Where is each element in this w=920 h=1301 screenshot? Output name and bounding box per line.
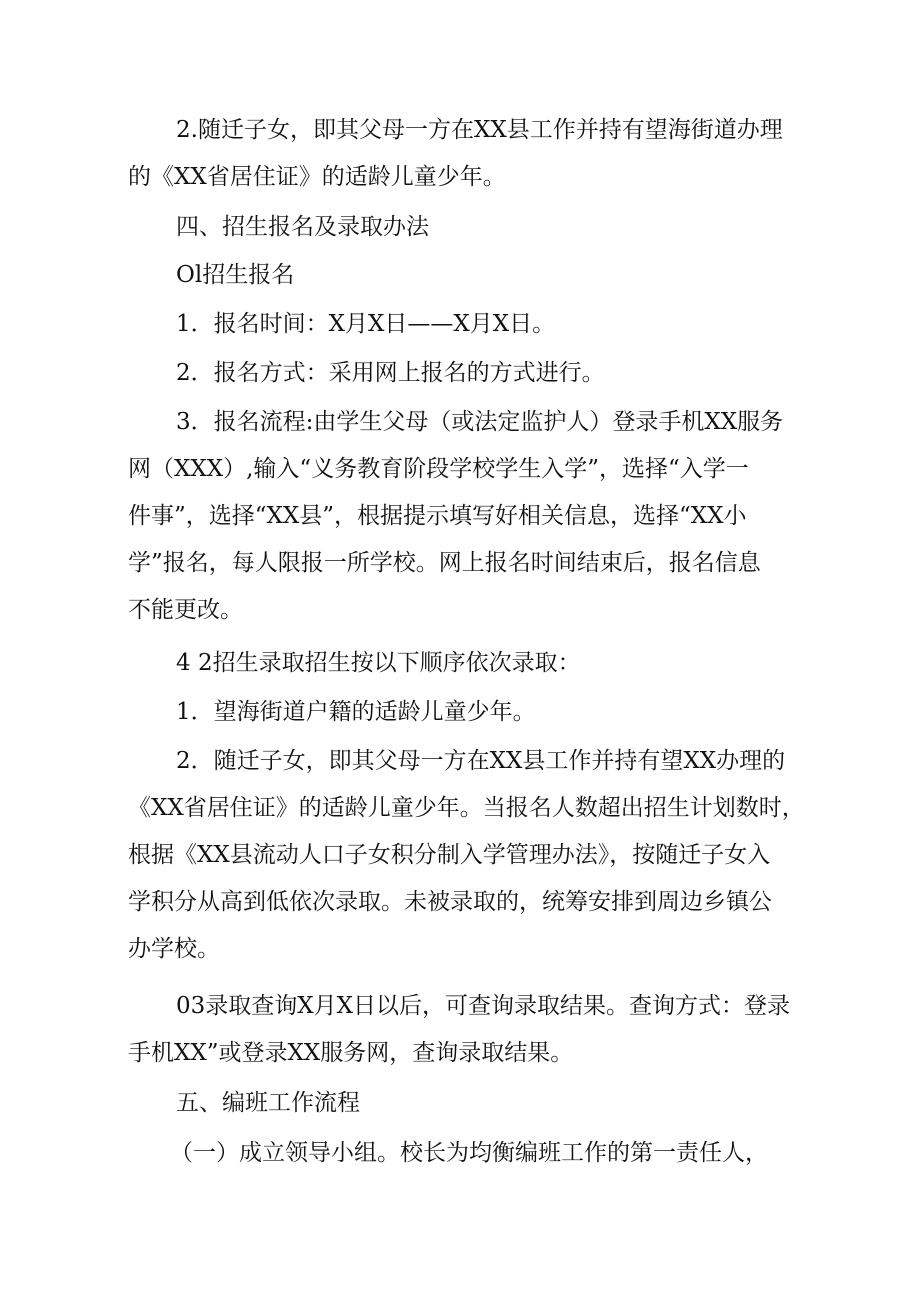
paragraph bbox=[128, 983, 800, 1077]
text-line: 3．报名流程:由学生父母（或法定监护人）登录手机XX服务 bbox=[176, 409, 784, 435]
subsection-heading bbox=[176, 252, 800, 299]
text-line: 手机XX”或登录XX服务网，查询录取结果。 bbox=[128, 1040, 574, 1066]
paragraph bbox=[128, 399, 800, 634]
text-line: 1．报名时间：X月X日——X月X日。 bbox=[176, 311, 556, 337]
paragraph bbox=[176, 689, 800, 736]
section-heading bbox=[176, 1080, 800, 1127]
text-line: 2．随迁子女，即其父母一方在XX县工作并持有望XX办理的 bbox=[176, 748, 786, 774]
text-line: 1．望海街道户籍的适龄儿童少年。 bbox=[176, 699, 536, 725]
text-line: 学”报名，每人限报一所学校。网上报名时间结束后，报名信息 bbox=[128, 550, 761, 576]
text-line: 不能更改。 bbox=[128, 597, 243, 623]
text-line: 办学校。 bbox=[128, 936, 220, 962]
text-line: 2．报名方式：采用网上报名的方式进行。 bbox=[176, 360, 605, 386]
section-heading bbox=[176, 204, 800, 251]
text-line: 03录取查询X月X日以后，可查询录取结果。查询方式：登录 bbox=[176, 993, 791, 1019]
text-line: 网（XXX）,输入“义务教育阶段学校学生入学”，选择“入学一 bbox=[128, 456, 749, 482]
paragraph bbox=[176, 301, 800, 348]
text-line: 学积分从高到低依次录取。未被录取的，统筹安排到周边乡镇公 bbox=[128, 889, 772, 915]
text-line: 根据《XX县流动人口子女积分制入学管理办法》，按随迁子女入 bbox=[128, 842, 771, 868]
paragraph bbox=[128, 738, 805, 973]
paragraph bbox=[176, 350, 800, 397]
text-line: 2.随迁子女，即其父母一方在XX县工作并持有望海街道办理 bbox=[176, 117, 783, 143]
text-line: 四、招生报名及录取办法 bbox=[176, 214, 429, 240]
text-line: 4 2招生录取招生按以下顺序依次录取： bbox=[176, 650, 581, 676]
subsection-heading bbox=[176, 640, 800, 687]
text-line: 件事”，选择“XX县”，根据提示填写好相关信息，选择“XX小 bbox=[128, 503, 747, 529]
text-line: Ol招生报名 bbox=[176, 262, 295, 288]
text-line: 的《XX省居住证》的适龄儿童少年。 bbox=[128, 164, 506, 190]
text-line: 五、编班工作流程 bbox=[176, 1090, 360, 1116]
paragraph bbox=[170, 1130, 800, 1177]
paragraph bbox=[128, 107, 800, 201]
text-line: 《XX省居住证》的适龄儿童少年。当报名人数超出招生计划数时， bbox=[128, 795, 805, 821]
text-line: （一）成立领导小组。校长为均衡编班工作的第一责任人， bbox=[170, 1140, 768, 1166]
